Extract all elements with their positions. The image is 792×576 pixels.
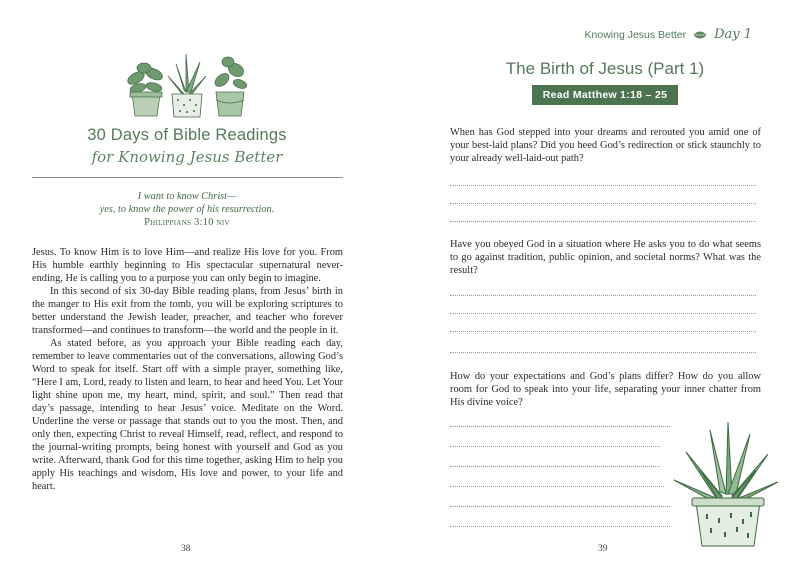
writing-line[interactable] bbox=[450, 331, 756, 332]
journal-prompt-2: Have you obeyed God in a situation where He asks you to do what seems to go against tradition, public opinion, and societal norms? What was the result? bbox=[450, 239, 761, 276]
section-subtitle: for Knowing Jesus Better bbox=[91, 148, 283, 166]
writing-line[interactable] bbox=[450, 313, 756, 314]
reading-badge: Read Matthew 1:18 – 25 bbox=[532, 85, 678, 105]
introduction-text bbox=[32, 246, 343, 493]
writing-line[interactable] bbox=[450, 221, 756, 222]
epigraph-verse bbox=[32, 190, 342, 229]
section-title: 30 Days of Bible Readings bbox=[87, 126, 287, 144]
writing-line[interactable] bbox=[450, 526, 670, 527]
paragraph: As stated before, as you approach your Bible reading each day, remember to leave commentaries out of the conversations, allowing God’s Word to speak for itself. Start off with a simple prayer, something like, “Here I am, Lord, ready to listen and learn, to hear and heed You. Let Your light shine upon me, my heart, mind, spirit, and soul.” Then read that day’s passage, intending to hear Jesus’ voice. Meditate on the Word. Underline the verse or passage that stands out to you the most. Then, and only then, expecting Christ to reveal Himself, read, reflect, and respond to the journal-writing prompts, being honest with yourself and God as you write. Afterward, thank God for this time together, asking Him to help you apply His teachings and wisdom, His love and power, to your life and heart. bbox=[32, 338, 343, 492]
page-number: 38 bbox=[181, 544, 191, 554]
divider bbox=[32, 177, 343, 178]
running-head-title: Knowing Jesus Better bbox=[584, 28, 687, 41]
three-potted-plants-icon bbox=[124, 50, 248, 120]
verse-line-2: yes, to know the power of his resurrection. bbox=[99, 204, 275, 215]
writing-line[interactable] bbox=[450, 466, 660, 467]
writing-line[interactable] bbox=[450, 295, 756, 296]
journal-prompt-1: When has God stepped into your dreams and rerouted you amid one of your best-laid plans? Did you heed God’s redirection or stick staunchly to your already well-laid-out path? bbox=[450, 127, 761, 164]
writing-line[interactable] bbox=[450, 426, 670, 427]
writing-line[interactable] bbox=[450, 352, 756, 353]
writing-line[interactable] bbox=[450, 203, 756, 204]
paragraph: In this second of six 30-day Bible reading plans, from Jesus’ birth in the manger to His exit from the tomb, you will be exploring scriptures to better understand the Jewish leader, preacher, and teacher who forever transformed—and continues to transform—the world and the people in it. bbox=[32, 286, 343, 336]
potted-succulent-icon bbox=[670, 420, 782, 552]
writing-line[interactable] bbox=[450, 486, 664, 487]
reading-title: The Birth of Jesus (Part 1) bbox=[505, 59, 705, 78]
page-number: 39 bbox=[598, 544, 608, 554]
writing-line[interactable] bbox=[450, 506, 670, 507]
day-label: Day 1 bbox=[714, 27, 752, 42]
writing-line[interactable] bbox=[450, 446, 660, 447]
leaf-icon bbox=[692, 30, 708, 40]
running-head bbox=[585, 27, 752, 42]
verse-line-1: I want to know Christ— bbox=[137, 191, 237, 202]
journal-prompt-3: How do your expectations and God’s plans differ? How do you allow room for God to speak into your life, separating your inner chatter from His divine voice? bbox=[450, 371, 761, 408]
verse-reference: Philippians 3:10 niv bbox=[144, 217, 230, 228]
right-page bbox=[396, 0, 792, 576]
writing-line[interactable] bbox=[450, 185, 756, 186]
paragraph: Jesus. To know Him is to love Him—and realize His love for you. From His humble earthly beginning to His spectacular supernatural never-ending, He is calling you to a purpose you can only begin to imagine. bbox=[32, 247, 343, 284]
